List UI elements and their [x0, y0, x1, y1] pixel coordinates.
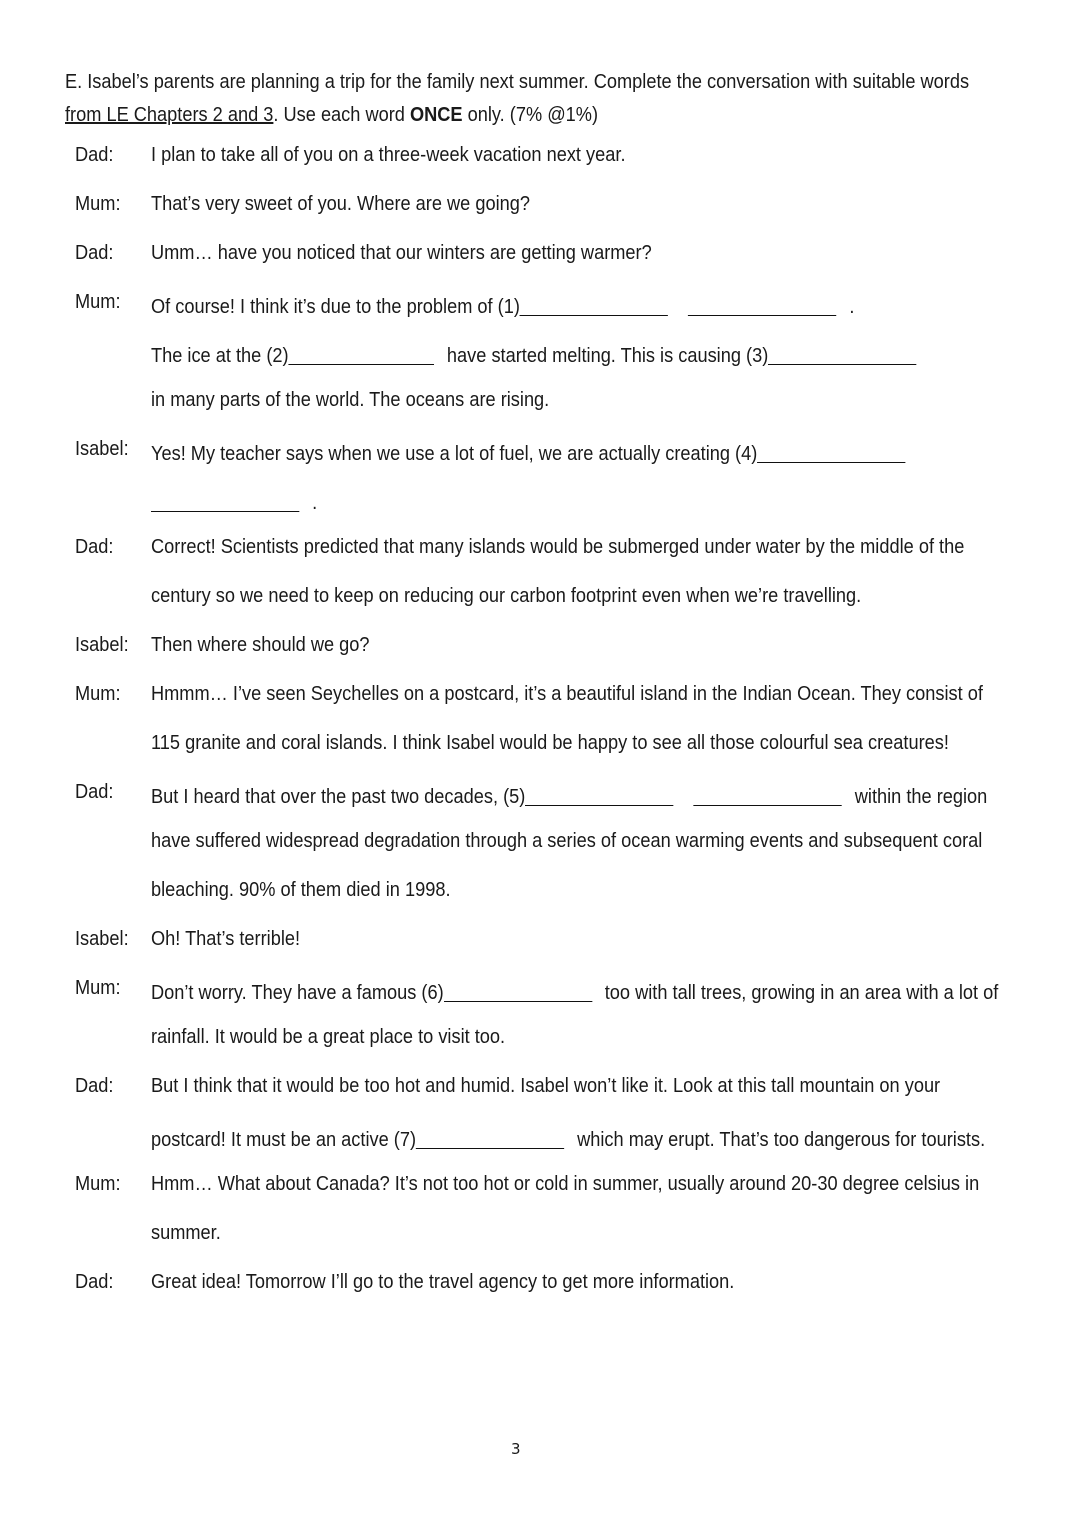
speaker-label: Dad:: [75, 242, 114, 264]
instruction-line-1: [65, 70, 970, 94]
dialogue-text: rainfall. It would be a great place to visit too.: [151, 1026, 506, 1048]
dialogue-text: Of course! I think it’s due to the problem of (1): [151, 296, 520, 318]
dialogue-text: The ice at the (2): [151, 345, 289, 367]
speaker-label: Dad:: [75, 1075, 114, 1097]
emphasis-once: ONCE: [409, 104, 463, 126]
speaker-label: Mum:: [75, 1173, 121, 1195]
dialogue-text: within the region: [854, 786, 988, 808]
dialogue-text: Hmm… What about Canada? It’s not too hot or cold in summer, usually around 20-30 degree celsius in: [151, 1173, 980, 1195]
dialogue-text: too with tall trees, growing in an area with a lot of: [604, 982, 999, 1004]
dialogue-text: have started melting. This is causing (3): [446, 345, 769, 367]
dialogue-line-blank-6: [151, 976, 998, 1005]
dialogue-line-blank-5: [151, 780, 987, 809]
speaker-label: Dad:: [75, 536, 114, 558]
answer-blank-5a[interactable]: [525, 783, 673, 806]
dialogue-text: century so we need to keep on reducing our carbon footprint even when we’re travelling.: [151, 585, 862, 607]
dialogue-line-blank-2-3: [151, 339, 917, 368]
dialogue-text: in many parts of the world. The oceans are rising.: [151, 389, 550, 411]
dialogue-text: Oh! That’s terrible!: [151, 928, 301, 950]
dialogue-text: Correct! Scientists predicted that many islands would be submerged under water by the middle of the: [151, 536, 965, 558]
punctuation: .: [312, 492, 318, 514]
answer-blank-6[interactable]: [444, 979, 592, 1002]
speaker-label: Dad:: [75, 781, 114, 803]
dialogue-text: summer.: [151, 1222, 221, 1244]
dialogue-text: But I heard that over the past two decades, (5): [151, 786, 526, 808]
answer-blank-5b[interactable]: [694, 783, 842, 806]
dialogue-line-blank-1: [151, 290, 854, 319]
dialogue-text: Yes! My teacher says when we use a lot of fuel, we are actually creating (4): [151, 443, 758, 465]
instruction-text: . Use each word: [273, 104, 410, 126]
dialogue-text: Great idea! Tomorrow I’ll go to the travel agency to get more information.: [151, 1271, 735, 1293]
dialogue-text: which may erupt. That’s too dangerous for tourists.: [577, 1129, 986, 1151]
answer-blank-7[interactable]: [416, 1126, 564, 1149]
answer-blank-4b[interactable]: [151, 489, 299, 512]
dialogue-text: But I think that it would be too hot and humid. Isabel won’t like it. Look at this tall mountain on your: [151, 1075, 941, 1097]
speaker-label: Mum:: [75, 977, 121, 999]
dialogue-line-blank-7: [151, 1123, 985, 1152]
answer-blank-3[interactable]: [768, 342, 916, 365]
chapter-reference: from LE Chapters 2 and 3: [65, 104, 274, 126]
instruction-text: E. Isabel’s parents are planning a trip for the family next summer. Complete the conversation with suitable words: [65, 71, 970, 93]
answer-blank-1b[interactable]: [688, 293, 836, 316]
speaker-label: Mum:: [75, 291, 121, 313]
dialogue-text: Don’t worry. They have a famous (6): [151, 982, 444, 1004]
dialogue-text: Then where should we go?: [151, 634, 370, 656]
dialogue-text: Umm… have you noticed that our winters are getting warmer?: [151, 242, 652, 264]
dialogue-text: have suffered widespread degradation through a series of ocean warming events and subsequent coral: [151, 830, 983, 852]
dialogue-text: bleaching. 90% of them died in 1998.: [151, 879, 451, 901]
dialogue-text: Hmmm… I’ve seen Seychelles on a postcard, it’s a beautiful island in the Indian Ocean. They consist of: [151, 683, 983, 705]
answer-blank-4a[interactable]: [757, 440, 905, 463]
speaker-label: Mum:: [75, 683, 121, 705]
speaker-label: Mum:: [75, 193, 121, 215]
speaker-label: Dad:: [75, 144, 114, 166]
speaker-label: Isabel:: [75, 438, 129, 460]
dialogue-text: I plan to take all of you on a three-week vacation next year.: [151, 144, 626, 166]
dialogue-text: postcard! It must be an active (7): [151, 1129, 417, 1151]
instruction-line-2: [65, 103, 939, 127]
punctuation: .: [849, 296, 855, 318]
speaker-label: Isabel:: [75, 634, 129, 656]
answer-blank-1a[interactable]: [520, 293, 668, 316]
speaker-label: Isabel:: [75, 928, 129, 950]
answer-blank-2[interactable]: [289, 342, 435, 365]
dialogue-text: That’s very sweet of you. Where are we going?: [151, 193, 531, 215]
dialogue-line-blank-4-cont: [151, 486, 317, 515]
dialogue-line-blank-4: [151, 437, 906, 466]
dialogue-text: 115 granite and coral islands. I think Isabel would be happy to see all those colourful sea creatures!: [151, 732, 949, 754]
speaker-label: Dad:: [75, 1271, 114, 1293]
page-number: 3: [511, 1440, 521, 1458]
marks-info: only. (7% @1%): [462, 104, 599, 126]
